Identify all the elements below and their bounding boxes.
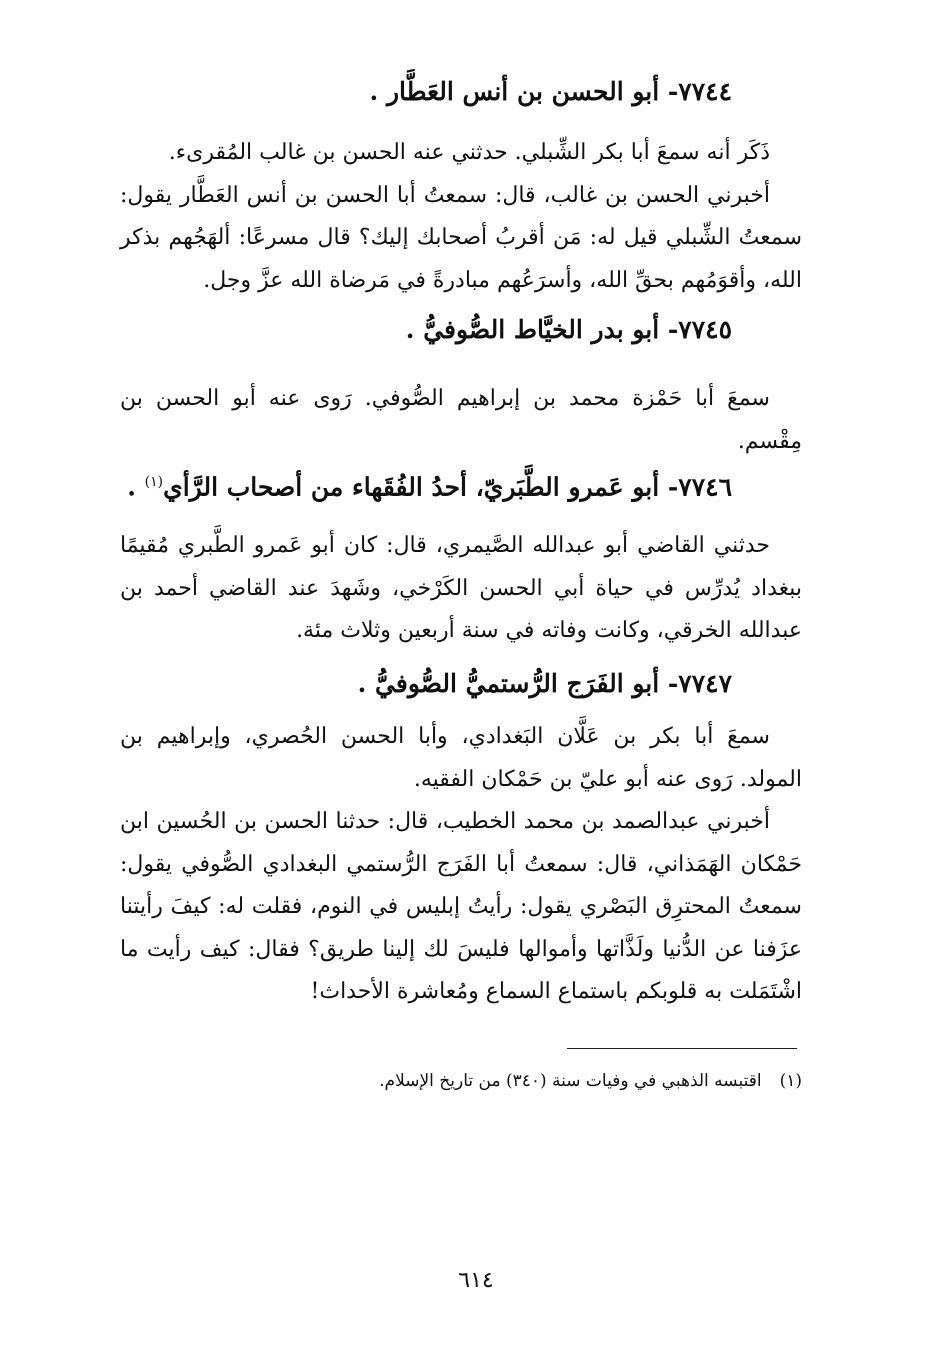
entry-heading-7745: ٧٧٤٥- أبو بدر الخيَّاط الصُّوفيُّ . — [405, 315, 732, 344]
entry-heading-7747: ٧٧٤٧- أبو الفَرَج الرُّستميُّ الصُّوفيُّ . — [357, 669, 732, 698]
entry-heading-end: . — [127, 472, 145, 502]
entry-body-7745 — [120, 378, 802, 463]
entry-body-7746 — [120, 525, 802, 653]
footnote-divider — [567, 1048, 797, 1049]
entry-heading-7744: ٧٧٤٤- أبو الحسن بن أنس العَطَّار . — [369, 77, 732, 106]
paragraph: أخبرني عبدالصمد بن محمد الخطيب، قال: حدثنا الحسن بن الحُسين ابن حَمْكان الهَمَذاني، قال: سمعتُ أبا الفَرَج الرُّستمي البغدادي الصُّوفي يقول: سمعتُ المحترِق البَصْري يقول: رأيتُ إبليس في النوم، فقلت له: كيفَ رأيتنا عزَفنا عن الدُّنيا ولَذَّاتها وأموالها فليسَ لك إلينا طريق؟ فقال: كيف رأيت ما اشْتَمَلت به قلوبكم باستماع السماع ومُعاشرة الأحداث! — [120, 809, 802, 1004]
entry-heading-text: ٧٧٤٦- أبو عَمرو الطَّبَريّ، أحدُ الفُقَهاء من أصحاب الرَّأي — [163, 472, 732, 502]
paragraph: سمعَ أبا حَمْزة محمد بن إبراهيم الصُّوفي. رَوى عنه أبو الحسن بن مِقْسم. — [120, 386, 802, 454]
paragraph: ذَكَر أنه سمعَ أبا بكر الشِّبلي. حدثني عنه الحسن بن غالب المُقرىء. — [168, 140, 770, 165]
page-number: ٦١٤ — [458, 1268, 494, 1293]
entry-body-7747 — [120, 716, 802, 1014]
paragraph: حدثني القاضي أبو عبدالله الصَّيمري، قال: كان أبو عَمرو الطَّبري مُقيمًا ببغداد يُدرِّس في حياة أبي الحسن الكَرْخي، وشَهدَ عند القاضي أحمد بن عبدالله الخرقي، وكانت وفاته في سنة أربعين وثلاث مئة. — [120, 533, 802, 643]
footnote-reference: (١) — [144, 474, 164, 490]
paragraph: أخبرني الحسن بن غالب، قال: سمعتُ أبا الحسن بن أنس العَطَّار يقول: سمعتُ الشِّبلي قيل له: مَن أقربُ أصحابك إليك؟ قال مسرعًا: ألهَجُهم بذكر الله، وأقوَمُهم بحقِّ الله، وأسرَعُهم مبادرةً في مَرضاة الله عزَّ وجل. — [120, 182, 802, 293]
paragraph: سمعَ أبا بكر بن عَلَّان البَغدادي، وأبا الحسن الحُصري، وإبراهيم بن المولد. رَوى عنه أبو عليّ بن حَمْكان الفقيه. — [120, 724, 802, 792]
footnote-text: اقتبسه الذهبي في وفيات سنة (٣٤٠) من تاريخ الإسلام. — [379, 1071, 762, 1091]
footnote-number: (١) — [779, 1071, 802, 1091]
entry-body-7744 — [120, 132, 802, 302]
footnote — [120, 1068, 802, 1094]
entry-heading-7746 — [127, 462, 732, 507]
